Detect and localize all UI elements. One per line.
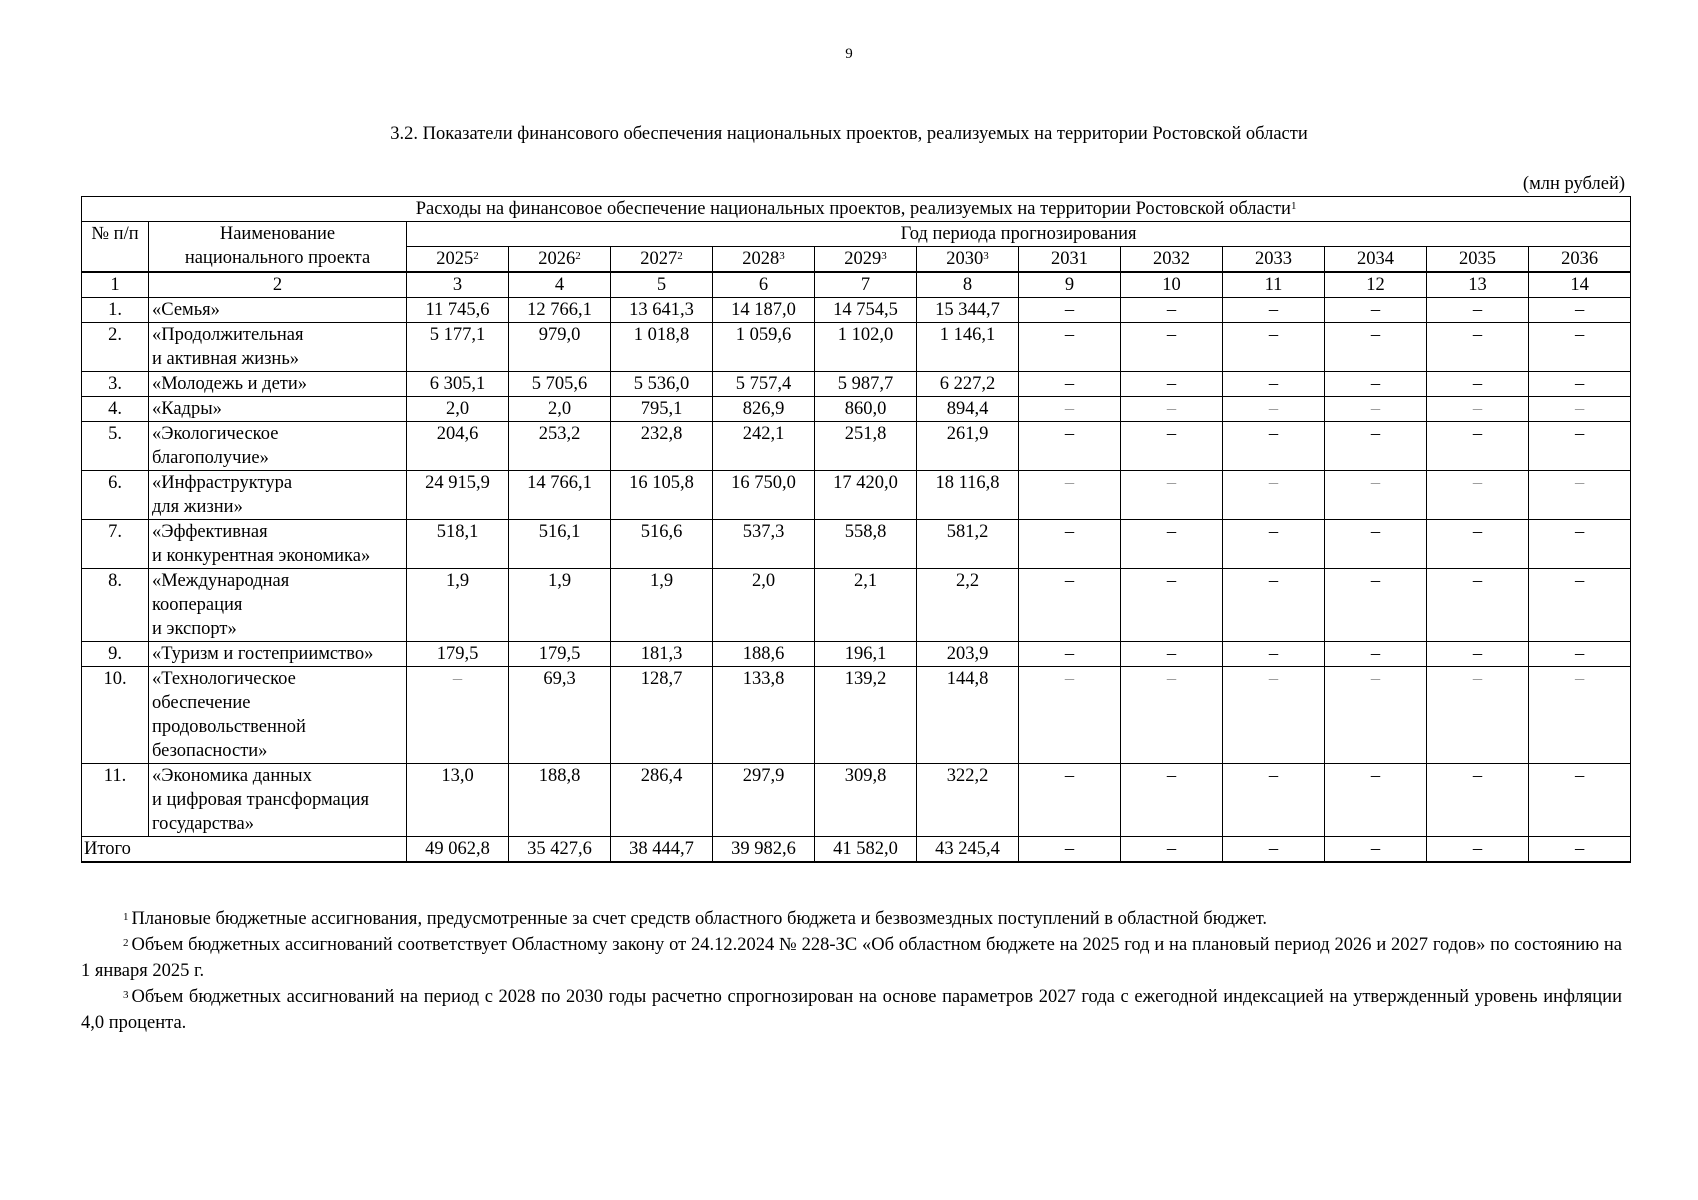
value-cell: – <box>1325 372 1427 397</box>
value-cell: 860,0 <box>815 397 917 422</box>
value-cell: 203,9 <box>917 642 1019 667</box>
value-cell: 6 305,1 <box>407 372 509 397</box>
value-cell: – <box>1427 520 1529 569</box>
value-cell: 1 102,0 <box>815 323 917 372</box>
value-cell: – <box>1121 471 1223 520</box>
total-value: 39 982,6 <box>713 837 815 863</box>
value-cell: – <box>1427 323 1529 372</box>
year-header: 2029$^3$ <box>815 247 917 273</box>
col-name-header: Наименование национального проекта <box>149 222 407 273</box>
footnote-text: Объем бюджетных ассигнований соответствует Областному закону от 24.12.2024 № 228-ЗС «Об областном бюджете на 2025 год и на плановый период 2026 и 2027 годов» по состоянию на 1 января 2025 г. <box>81 935 1622 981</box>
value-cell: 1 146,1 <box>917 323 1019 372</box>
year-header: 2026$^2$ <box>509 247 611 273</box>
value-cell: 826,9 <box>713 397 815 422</box>
footnote-mark: 2 <box>123 937 129 949</box>
value-cell: 139,2 <box>815 667 917 764</box>
value-cell: – <box>1223 764 1325 837</box>
value-cell: – <box>1019 520 1121 569</box>
row-number: 11. <box>82 764 149 837</box>
value-cell: – <box>1427 764 1529 837</box>
value-cell: 14 187,0 <box>713 298 815 323</box>
value-cell: 518,1 <box>407 520 509 569</box>
value-cell: 5 536,0 <box>611 372 713 397</box>
value-cell: – <box>1019 298 1121 323</box>
table-caption-row <box>82 197 1631 222</box>
year-header: 2030$^3$ <box>917 247 1019 273</box>
year-header: 2035 <box>1427 247 1529 273</box>
footnote-ref: 2 <box>575 250 581 262</box>
value-cell: 196,1 <box>815 642 917 667</box>
value-cell: – <box>1529 520 1631 569</box>
row-number: 8. <box>82 569 149 642</box>
total-row <box>82 837 1631 863</box>
value-cell: 2,1 <box>815 569 917 642</box>
value-cell: – <box>1223 569 1325 642</box>
table-row <box>82 397 1631 422</box>
year-header: 2025$^2$ <box>407 247 509 273</box>
financing-table <box>81 196 1631 863</box>
footnote-text: Плановые бюджетные ассигнования, предусмотренные за счет средств областного бюджета и безвозмездных поступлений в областной бюджет. <box>131 909 1268 929</box>
value-cell: – <box>1223 642 1325 667</box>
project-name: «Экологическое благополучие» <box>149 422 407 471</box>
value-cell: 1,9 <box>407 569 509 642</box>
value-cell: 251,8 <box>815 422 917 471</box>
column-number: 5 <box>611 272 713 298</box>
row-number: 5. <box>82 422 149 471</box>
value-cell: 179,5 <box>407 642 509 667</box>
column-number: 14 <box>1529 272 1631 298</box>
column-number: 3 <box>407 272 509 298</box>
year-header: 2032 <box>1121 247 1223 273</box>
value-cell: – <box>1223 323 1325 372</box>
value-cell: – <box>1529 471 1631 520</box>
value-cell: 128,7 <box>611 667 713 764</box>
table-row <box>82 323 1631 372</box>
footnote <box>81 932 1622 984</box>
value-cell: – <box>1529 323 1631 372</box>
total-value: 43 245,4 <box>917 837 1019 863</box>
value-cell: 16 750,0 <box>713 471 815 520</box>
total-value: 38 444,7 <box>611 837 713 863</box>
value-cell: 297,9 <box>713 764 815 837</box>
value-cell: – <box>1529 397 1631 422</box>
column-numbers-row <box>82 272 1631 298</box>
value-cell: – <box>407 667 509 764</box>
total-value: – <box>1121 837 1223 863</box>
value-cell: 253,2 <box>509 422 611 471</box>
table-row <box>82 471 1631 520</box>
footnote-ref: 3 <box>779 250 785 262</box>
value-cell: – <box>1019 422 1121 471</box>
value-cell: – <box>1019 397 1121 422</box>
value-cell: 2,0 <box>509 397 611 422</box>
value-cell: 15 344,7 <box>917 298 1019 323</box>
value-cell: 2,0 <box>713 569 815 642</box>
column-number: 13 <box>1427 272 1529 298</box>
value-cell: 181,3 <box>611 642 713 667</box>
value-cell: – <box>1223 372 1325 397</box>
page-number: 9 <box>845 46 853 62</box>
value-cell: 5 987,7 <box>815 372 917 397</box>
project-name: «Молодежь и дети» <box>149 372 407 397</box>
value-cell: – <box>1325 764 1427 837</box>
project-name: «Экономика данных и цифровая трансформация государства» <box>149 764 407 837</box>
value-cell: 13 641,3 <box>611 298 713 323</box>
value-cell: – <box>1223 298 1325 323</box>
total-value: – <box>1427 837 1529 863</box>
value-cell: – <box>1529 569 1631 642</box>
table-row <box>82 520 1631 569</box>
value-cell: 537,3 <box>713 520 815 569</box>
value-cell: 204,6 <box>407 422 509 471</box>
value-cell: 13,0 <box>407 764 509 837</box>
footnote-ref: 2 <box>473 250 479 262</box>
column-number: 4 <box>509 272 611 298</box>
footnote <box>81 906 1622 932</box>
value-cell: – <box>1427 298 1529 323</box>
value-cell: 14 754,5 <box>815 298 917 323</box>
value-cell: – <box>1223 667 1325 764</box>
value-cell: 979,0 <box>509 323 611 372</box>
footnotes <box>81 906 1622 1036</box>
value-cell: – <box>1529 298 1631 323</box>
value-cell: – <box>1325 569 1427 642</box>
unit-note: (млн рублей) <box>1522 174 1625 194</box>
year-header: 2027$^2$ <box>611 247 713 273</box>
value-cell: 6 227,2 <box>917 372 1019 397</box>
value-cell: – <box>1325 471 1427 520</box>
year-header: 2033 <box>1223 247 1325 273</box>
value-cell: 144,8 <box>917 667 1019 764</box>
value-cell: 1 018,8 <box>611 323 713 372</box>
value-cell: 1 059,6 <box>713 323 815 372</box>
value-cell: 11 745,6 <box>407 298 509 323</box>
value-cell: 286,4 <box>611 764 713 837</box>
value-cell: – <box>1529 764 1631 837</box>
value-cell: – <box>1121 569 1223 642</box>
value-cell: – <box>1121 520 1223 569</box>
row-number: 10. <box>82 667 149 764</box>
value-cell: 795,1 <box>611 397 713 422</box>
value-cell: 2,0 <box>407 397 509 422</box>
project-name: «Кадры» <box>149 397 407 422</box>
footnote-ref: 1 <box>1290 200 1297 212</box>
value-cell: – <box>1325 422 1427 471</box>
value-cell: – <box>1121 298 1223 323</box>
period-header: Год периода прогнозирования <box>407 222 1631 247</box>
value-cell: 69,3 <box>509 667 611 764</box>
column-number: 11 <box>1223 272 1325 298</box>
value-cell: – <box>1427 667 1529 764</box>
year-header: 2031 <box>1019 247 1121 273</box>
value-cell: 188,8 <box>509 764 611 837</box>
table-row <box>82 372 1631 397</box>
value-cell: – <box>1427 422 1529 471</box>
value-cell: – <box>1223 520 1325 569</box>
value-cell: – <box>1325 520 1427 569</box>
project-name: «Семья» <box>149 298 407 323</box>
footnote-text: Объем бюджетных ассигнований на период с 2028 по 2030 годы расчетно спрогнозирован на основе параметров 2027 года с ежегодной индексацией на утвержденный уровень инфляции 4,0 процента. <box>81 987 1622 1033</box>
row-number: 4. <box>82 397 149 422</box>
value-cell: – <box>1121 642 1223 667</box>
column-number: 2 <box>149 272 407 298</box>
row-number: 2. <box>82 323 149 372</box>
value-cell: – <box>1121 372 1223 397</box>
value-cell: – <box>1223 397 1325 422</box>
value-cell: 188,6 <box>713 642 815 667</box>
value-cell: 232,8 <box>611 422 713 471</box>
column-number: 8 <box>917 272 1019 298</box>
value-cell: – <box>1529 642 1631 667</box>
value-cell: – <box>1121 397 1223 422</box>
value-cell: 18 116,8 <box>917 471 1019 520</box>
value-cell: 516,1 <box>509 520 611 569</box>
table-row <box>82 642 1631 667</box>
column-number: 7 <box>815 272 917 298</box>
project-name: «Инфраструктура для жизни» <box>149 471 407 520</box>
value-cell: – <box>1325 323 1427 372</box>
value-cell: 581,2 <box>917 520 1019 569</box>
value-cell: – <box>1325 667 1427 764</box>
table-row <box>82 764 1631 837</box>
value-cell: – <box>1121 323 1223 372</box>
value-cell: – <box>1019 323 1121 372</box>
project-name: «Технологическое обеспечение продовольственной безопасности» <box>149 667 407 764</box>
column-number: 6 <box>713 272 815 298</box>
value-cell: 261,9 <box>917 422 1019 471</box>
value-cell: 894,4 <box>917 397 1019 422</box>
total-value: 49 062,8 <box>407 837 509 863</box>
table-row <box>82 667 1631 764</box>
value-cell: 17 420,0 <box>815 471 917 520</box>
value-cell: – <box>1223 471 1325 520</box>
value-cell: – <box>1427 471 1529 520</box>
project-name: «Международная кооперация и экспорт» <box>149 569 407 642</box>
value-cell: 24 915,9 <box>407 471 509 520</box>
footnote-ref: 2 <box>677 250 683 262</box>
value-cell: – <box>1019 372 1121 397</box>
footnote-ref: 3 <box>881 250 887 262</box>
value-cell: 516,6 <box>611 520 713 569</box>
value-cell: – <box>1019 642 1121 667</box>
row-number: 3. <box>82 372 149 397</box>
column-number: 12 <box>1325 272 1427 298</box>
total-value: – <box>1529 837 1631 863</box>
table-caption: Расходы на финансовое обеспечение национальных проектов, реализуемых на территории Ростовской области$^1$ <box>82 197 1631 222</box>
value-cell: 179,5 <box>509 642 611 667</box>
footnote-ref: 3 <box>983 250 989 262</box>
value-cell: 14 766,1 <box>509 471 611 520</box>
value-cell: – <box>1019 569 1121 642</box>
value-cell: – <box>1427 397 1529 422</box>
total-value: – <box>1325 837 1427 863</box>
table-row <box>82 422 1631 471</box>
year-header: 2028$^3$ <box>713 247 815 273</box>
value-cell: 242,1 <box>713 422 815 471</box>
value-cell: 16 105,8 <box>611 471 713 520</box>
table-row <box>82 569 1631 642</box>
project-name: «Продолжительная и активная жизнь» <box>149 323 407 372</box>
value-cell: – <box>1325 642 1427 667</box>
year-header: 2036 <box>1529 247 1631 273</box>
value-cell: – <box>1121 764 1223 837</box>
value-cell: 5 177,1 <box>407 323 509 372</box>
value-cell: – <box>1529 372 1631 397</box>
value-cell: 558,8 <box>815 520 917 569</box>
table-row <box>82 298 1631 323</box>
header-row-1 <box>82 222 1631 247</box>
project-name: «Туризм и гостеприимство» <box>149 642 407 667</box>
row-number: 9. <box>82 642 149 667</box>
row-number: 6. <box>82 471 149 520</box>
value-cell: – <box>1019 667 1121 764</box>
value-cell: – <box>1019 471 1121 520</box>
value-cell: – <box>1223 422 1325 471</box>
year-header: 2034 <box>1325 247 1427 273</box>
value-cell: – <box>1325 397 1427 422</box>
value-cell: 2,2 <box>917 569 1019 642</box>
value-cell: – <box>1325 298 1427 323</box>
value-cell: 133,8 <box>713 667 815 764</box>
column-number: 10 <box>1121 272 1223 298</box>
row-number: 7. <box>82 520 149 569</box>
value-cell: 1,9 <box>509 569 611 642</box>
total-value: 35 427,6 <box>509 837 611 863</box>
value-cell: – <box>1427 569 1529 642</box>
value-cell: 1,9 <box>611 569 713 642</box>
footnote <box>81 984 1622 1036</box>
value-cell: – <box>1529 422 1631 471</box>
value-cell: – <box>1019 764 1121 837</box>
value-cell: – <box>1121 667 1223 764</box>
column-number: 9 <box>1019 272 1121 298</box>
total-value: – <box>1019 837 1121 863</box>
row-number: 1. <box>82 298 149 323</box>
value-cell: 5 757,4 <box>713 372 815 397</box>
total-value: – <box>1223 837 1325 863</box>
value-cell: 322,2 <box>917 764 1019 837</box>
value-cell: 12 766,1 <box>509 298 611 323</box>
footnote-mark: 1 <box>123 911 129 923</box>
value-cell: – <box>1529 667 1631 764</box>
value-cell: 5 705,6 <box>509 372 611 397</box>
section-title: 3.2. Показатели финансового обеспечения национальных проектов, реализуемых на территории Ростовской области <box>390 124 1308 144</box>
value-cell: 309,8 <box>815 764 917 837</box>
total-label: Итого <box>82 837 407 863</box>
col-num-header: № п/п <box>82 222 149 273</box>
total-value: 41 582,0 <box>815 837 917 863</box>
column-number: 1 <box>82 272 149 298</box>
value-cell: – <box>1427 642 1529 667</box>
value-cell: – <box>1121 422 1223 471</box>
project-name: «Эффективная и конкурентная экономика» <box>149 520 407 569</box>
value-cell: – <box>1427 372 1529 397</box>
footnote-mark: 3 <box>123 989 129 1001</box>
